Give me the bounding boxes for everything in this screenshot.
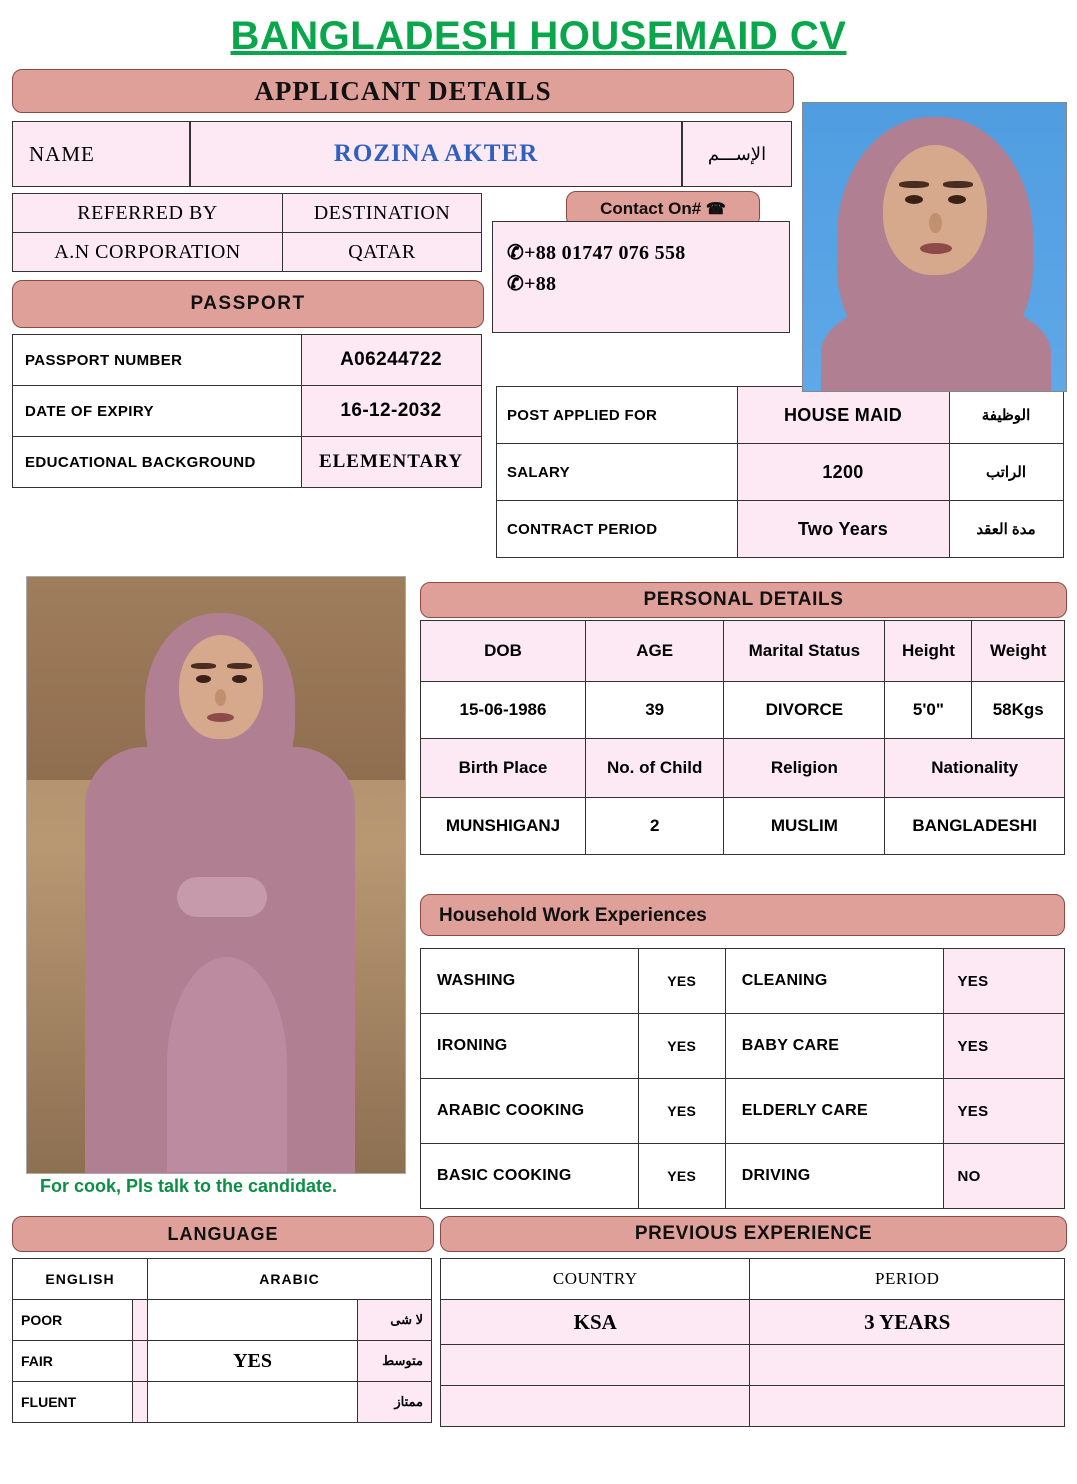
fluent-arabic-value [148,1382,358,1423]
nationality-header: Nationality [885,739,1065,798]
driving-value: NO [943,1144,1065,1209]
post-applied-label: POST APPLIED FOR [497,387,738,444]
contact-phone-1: +88 01747 076 558 [524,242,686,264]
cleaning-value: YES [943,949,1065,1014]
portrait-illustration [803,103,1066,391]
passport-number-value: A06244722 [302,335,482,386]
driving-label: DRIVING [725,1144,943,1209]
country-value-3 [441,1386,750,1427]
applicant-details-header: APPLICANT DETAILS [12,69,794,113]
passport-header: PASSPORT [12,280,484,328]
table-row [421,1014,1065,1079]
age-header: AGE [585,621,723,682]
fluent-label: FLUENT [13,1382,133,1423]
no-of-child-header: No. of Child [585,739,723,798]
date-of-expiry-value: 16-12-2032 [302,386,482,437]
period-value-2 [750,1345,1065,1386]
education-label: EDUCATIONAL BACKGROUND [13,437,302,488]
name-row [12,121,792,187]
table-row [13,1382,432,1423]
arabic-cooking-value: YES [638,1079,725,1144]
household-work-table [420,948,1065,1209]
cv-page [0,14,1077,1484]
arabic-header: ARABIC [148,1259,432,1300]
elderly-care-label: ELDERLY CARE [725,1079,943,1144]
name-label-arabic: الإســـم [682,121,792,187]
religion-header: Religion [724,739,885,798]
language-table [12,1258,432,1423]
table-row [441,1259,1065,1300]
table-row [421,1079,1065,1144]
nose-shape [929,213,942,233]
religion-value: MUSLIM [724,798,885,855]
weight-value: 58Kgs [972,682,1065,739]
poor-arabic-label: لا شى [358,1300,432,1341]
post-applied-arabic: الوظيفة [950,387,1064,444]
birth-place-header: Birth Place [421,739,586,798]
ironing-value: YES [638,1014,725,1079]
date-of-expiry-label: DATE OF EXPIRY [13,386,302,437]
baby-care-value: YES [943,1014,1065,1079]
table-row [421,621,1065,682]
eyebrow-right [943,181,973,188]
referred-by-value: A.N CORPORATION [13,233,283,272]
face-shape [883,145,987,275]
applicant-passport-photo [802,102,1067,392]
table-row [13,335,482,386]
name-value: ROZINA AKTER [190,121,682,187]
poor-arabic-value [148,1300,358,1341]
table-row [13,1300,432,1341]
contract-period-value: Two Years [738,501,950,558]
cleaning-label: CLEANING [725,949,943,1014]
salary-label: SALARY [497,444,738,501]
dob-header: DOB [421,621,586,682]
table-row [441,1386,1065,1427]
phone-icon: ✆ [507,242,525,264]
mouth-shape [207,713,234,722]
birth-place-value: MUNSHIGANJ [421,798,586,855]
personal-details-header: PERSONAL DETAILS [420,582,1067,618]
contact-phone-2-row [507,271,789,296]
referred-by-label: REFERRED BY [13,194,283,233]
page-title: BANGLADESH HOUSEMAID CV [230,14,847,58]
country-value-1: KSA [441,1300,750,1345]
contact-box [492,221,790,333]
household-work-header: Household Work Experiences [420,894,1065,936]
age-value: 39 [585,682,723,739]
table-row [421,1144,1065,1209]
eye-left [905,195,923,204]
washing-label: WASHING [421,949,639,1014]
gown-embroidery [167,957,287,1172]
table-row [13,437,482,488]
language-header: LANGUAGE [12,1216,434,1252]
nose-shape [215,689,226,706]
fluent-english-value [133,1382,148,1423]
poor-label: POOR [13,1300,133,1341]
portrait-illustration-full [27,577,405,1173]
baby-care-label: BABY CARE [725,1014,943,1079]
table-row [13,1341,432,1382]
telephone-icon: ☎ [705,201,726,218]
eye-right [948,195,966,204]
cook-note: For cook, Pls talk to the candidate. [40,1176,338,1196]
salary-arabic: الراتب [950,444,1064,501]
table-row [13,233,482,272]
destination-label: DESTINATION [283,194,482,233]
post-applied-value: HOUSE MAID [738,387,950,444]
table-row [421,682,1065,739]
no-of-child-value: 2 [585,798,723,855]
fair-arabic-label: متوسط [358,1341,432,1382]
basic-cooking-label: BASIC COOKING [421,1144,639,1209]
eyebrow-left [191,663,216,669]
phone-icon: ✆ [507,273,525,295]
eye-left [196,675,211,683]
previous-experience-header: PREVIOUS EXPERIENCE [440,1216,1067,1252]
english-header: ENGLISH [13,1259,148,1300]
table-row [441,1300,1065,1345]
washing-value: YES [638,949,725,1014]
contact-phone-1-row [507,240,789,265]
height-value: 5'0" [885,682,972,739]
ironing-label: IRONING [421,1014,639,1079]
personal-details-table [420,620,1065,855]
eyebrow-right [227,663,252,669]
fluent-arabic-label: ممتاز [358,1382,432,1423]
contact-badge-label: Contact On# [600,199,702,218]
table-row [497,501,1064,558]
period-header: PERIOD [750,1259,1065,1300]
marital-status-header: Marital Status [724,621,885,682]
table-row [421,949,1065,1014]
mouth-shape [920,243,952,254]
basic-cooking-value: YES [638,1144,725,1209]
eye-right [232,675,247,683]
previous-experience-table [440,1258,1065,1427]
height-header: Height [885,621,972,682]
fair-arabic-value: YES [148,1341,358,1382]
elderly-care-value: YES [943,1079,1065,1144]
arabic-cooking-label: ARABIC COOKING [421,1079,639,1144]
weight-header: Weight [972,621,1065,682]
salary-value: 1200 [738,444,950,501]
table-row [13,1259,432,1300]
table-row [421,798,1065,855]
fair-english-value [133,1341,148,1382]
table-row [497,444,1064,501]
nationality-value: BANGLADESHI [885,798,1065,855]
gown-shape [821,299,1051,392]
referral-table [12,193,482,272]
marital-status-value: DIVORCE [724,682,885,739]
country-header: COUNTRY [441,1259,750,1300]
contact-phone-2: +88 [524,273,557,295]
table-row [497,387,1064,444]
table-row [13,386,482,437]
destination-value: QATAR [283,233,482,272]
table-row [441,1345,1065,1386]
table-row [421,739,1065,798]
poor-english-value [133,1300,148,1341]
eyebrow-left [899,181,929,188]
period-value-1: 3 YEARS [750,1300,1065,1345]
table-row [13,194,482,233]
name-label: NAME [12,121,190,187]
post-applied-table [496,386,1064,558]
hands-shape [177,877,267,917]
period-value-3 [750,1386,1065,1427]
passport-number-label: PASSPORT NUMBER [13,335,302,386]
fair-label: FAIR [13,1341,133,1382]
country-value-2 [441,1345,750,1386]
applicant-full-photo [26,576,406,1174]
dob-value: 15-06-1986 [421,682,586,739]
contract-period-arabic: مدة العقد [950,501,1064,558]
face-shape [179,635,263,739]
education-value: ELEMENTARY [302,437,482,488]
contract-period-label: CONTRACT PERIOD [497,501,738,558]
passport-table [12,334,482,488]
